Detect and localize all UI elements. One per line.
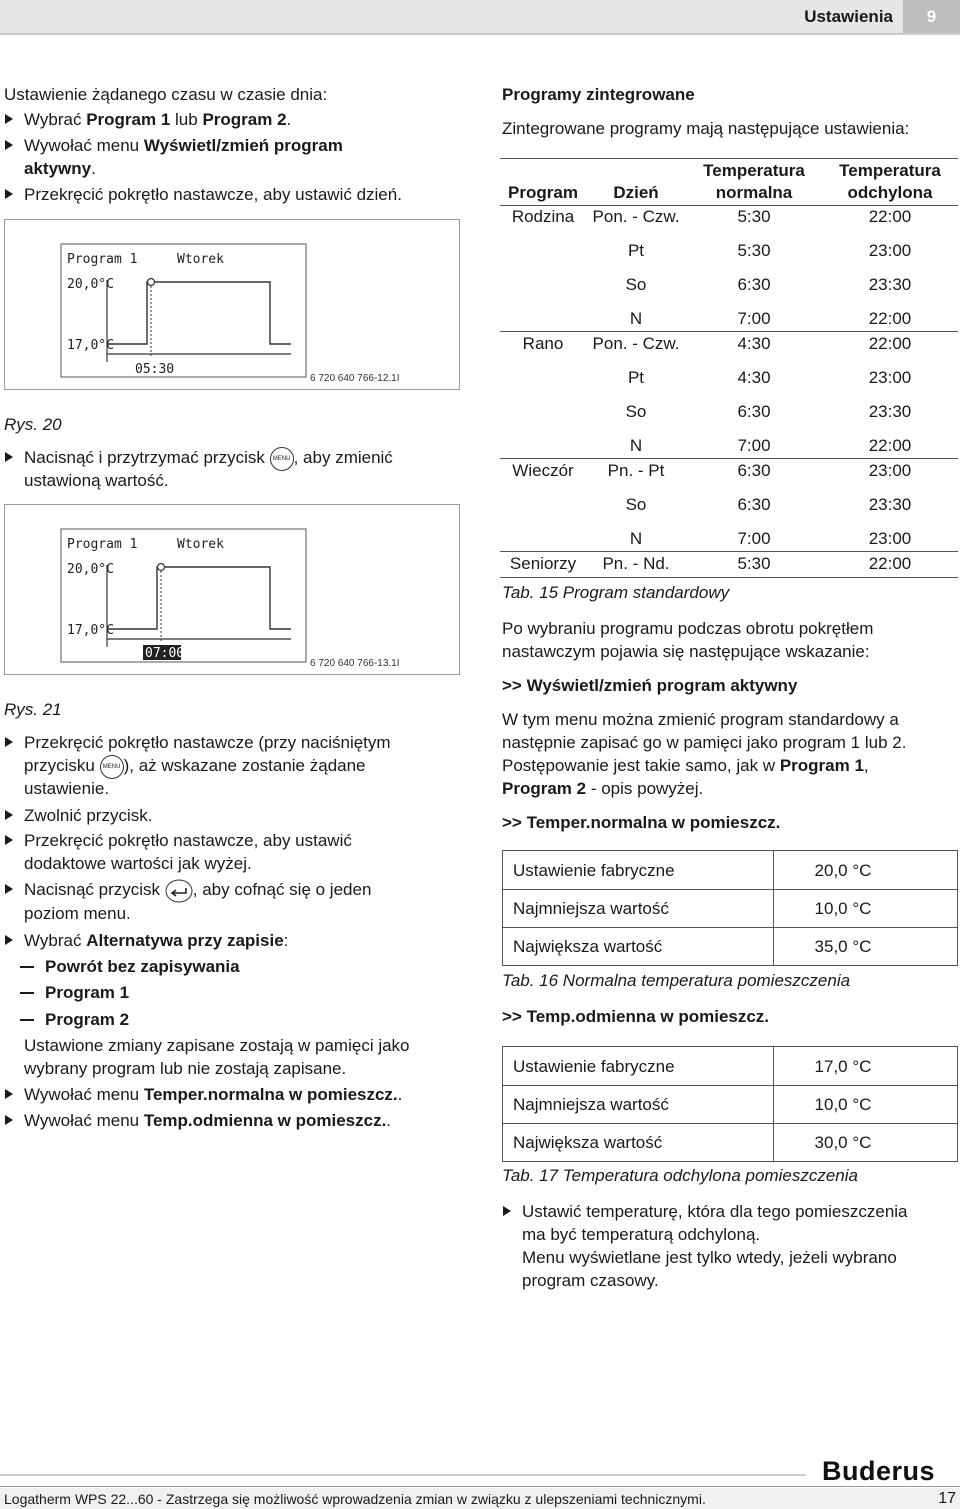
program-chart-21 [5,505,459,674]
step-additional: Przekręcić pokrętło nastawcze, aby ustawić [24,831,352,850]
dash-icon [20,992,34,994]
col-header-deviated: odchylona [847,183,933,202]
back-button-icon [165,879,193,903]
lcd-temp-low: 17,0°C [67,338,114,353]
table-row: Najmniejsza wartość 10,0 °C [513,1095,872,1114]
lcd-time-highlight: 07:00 [145,646,185,661]
step-turn-knob-line2: przycisku MENU ), aż wskazane zostanie żądane [24,754,366,779]
intro-text: Ustawienie żądanego czasu w czasie dnia: [4,85,328,104]
dash-icon [20,966,34,968]
col-header-day: Dzień [613,183,659,202]
option-program-1: Program 1 [45,983,130,1002]
step-choose-save: Wybrać Alternatywa przy zapisie: [24,931,289,950]
menu-button-icon: MENU [100,755,124,779]
menu-desc-line4: Program 2 - opis powyżej. [502,779,704,798]
bullet-icon [5,810,13,820]
lcd-program-label: Program 1 [67,252,138,267]
option-no-save: Powrót bez zapisywania [45,957,240,976]
table-row: Ustawienie fabryczne 20,0 °C [513,861,872,880]
table-row: Największa wartość 35,0 °C [513,937,872,956]
lcd-day-label: Wtorek [177,252,224,267]
normal-temp-table [502,850,958,966]
step-back-line2: poziom menu. [24,904,131,923]
bullet-icon [5,114,13,124]
section-number: 9 [903,0,960,33]
table-row: Najmniejsza wartość 10,0 °C [513,899,872,918]
menu-desc-line2: następnie zapisać go w pamięci jako program 1 lub 2. [502,733,907,752]
footer-text: Logatherm WPS 22...60 - Zastrzega się możliwość wprowadzenia zmian w związku z ulepszeniami technicznymi. [4,1491,706,1507]
col-header-program: Program [508,183,578,202]
lcd-program-label: Program 1 [67,537,138,552]
table-row: N 7:00 22:00 [629,309,912,328]
step-menu-normal: Wywołać menu Temper.normalna w pomieszcz.. [24,1085,403,1104]
lcd-temp-low: 17,0°C [67,623,114,638]
table-caption: Tab. 15 Program standardowy [502,583,730,602]
lcd-temp-high: 20,0°C [67,277,114,292]
table-row: Rodzina Pon. - Czw. 5:30 22:00 [511,207,912,226]
menu-desc-line3: Postępowanie jest takie samo, jak w Program 1, [502,756,869,775]
bullet-icon [5,140,13,150]
step-set-deviated: Ustawić temperaturę, która dla tego pomieszczenia [522,1202,908,1221]
table-row: Pt 5:30 23:00 [627,241,912,260]
table-row: N 7:00 22:00 [629,436,912,455]
bullet-icon [5,737,13,747]
table-caption: Tab. 16 Normalna temperatura pomieszczenia [502,971,851,990]
step-set-deviated-line4: program czasowy. [522,1271,659,1290]
menu-button-icon: MENU [270,447,294,471]
programs-intro: Zintegrowane programy mają następujące ustawienia: [502,119,910,138]
bullet-icon [5,884,13,894]
bullet-icon [5,452,13,462]
menu-heading-deviated: >> Temp.odmienna w pomieszcz. [502,1007,770,1026]
col-header-temp-deviated: Temperatura [839,161,941,180]
table-caption: Tab. 17 Temperatura odchylona pomieszczenia [502,1166,858,1185]
bullet-icon [5,935,13,945]
table-row: So 6:30 23:30 [625,495,912,514]
step-set-deviated-line3: Menu wyświetlane jest tylko wtedy, jeżeli wybrano [522,1248,897,1267]
step-turn-knob-line3: ustawienie. [24,779,110,798]
figure-caption: Rys. 21 [4,700,62,719]
lcd-time: 05:30 [135,362,175,377]
header-divider [0,33,960,35]
lcd-temp-high: 20,0°C [67,562,114,577]
step-back: Nacisnąć przycisk , aby cofnąć się o jeden [24,878,371,903]
save-note-line2: wybrany program lub nie zostają zapisane. [24,1059,347,1078]
figure-caption: Rys. 20 [4,415,62,434]
step-press-hold: Nacisnąć i przytrzymać przycisk MENU , aby zmienić [24,446,393,471]
section-title: Ustawienia [804,7,893,26]
step-set-deviated-line2: ma być temperaturą odchyloną. [522,1225,761,1244]
bullet-icon [5,1089,13,1099]
step-additional-line2: dodaktowe wartości jak wyżej. [24,854,252,873]
figure-code: 6 720 640 766-13.1I [310,658,400,669]
table-row: Największa wartość 30,0 °C [513,1133,872,1152]
step-turn-knob: Przekręcić pokrętło nastawcze (przy naciśniętym [24,733,391,752]
table-row: Pt 4:30 23:00 [627,368,912,387]
page-number: 17 [938,1490,956,1507]
step-press-hold-line2: ustawioną wartość. [24,471,169,490]
step-release: Zwolnić przycisk. [24,806,153,825]
menu-desc: W tym menu można zmienić program standardowy a [502,710,899,729]
step-open-menu: Wywołać menu Wyświetl/zmień program [24,136,343,155]
bullet-icon [503,1206,511,1216]
table-row: Wieczór Pn. - Pt 6:30 23:00 [512,461,912,480]
bullet-icon [5,189,13,199]
selection-note: Po wybraniu programu podczas obrotu pokrętłem [502,619,874,638]
section-heading: Programy zintegrowane [502,85,695,104]
table-row: Seniorzy Pn. - Nd. 5:30 22:00 [509,554,912,573]
bullet-icon [5,1115,13,1125]
menu-heading-active: >> Wyświetl/zmień program aktywny [502,676,798,695]
col-header-normal: normalna [715,183,793,202]
table-row: So 6:30 23:30 [625,275,912,294]
footer-divider [0,1486,960,1487]
brand-logo: Buderus [822,1456,936,1486]
col-header-temp-normal: Temperatura [703,161,805,180]
logo-divider [0,1474,806,1476]
bullet-icon [5,835,13,845]
option-program-2: Program 2 [45,1010,130,1029]
step-set-day: Przekręcić pokrętło nastawcze, aby ustawić dzień. [24,185,402,204]
lcd-day-label: Wtorek [177,537,224,552]
deviated-temp-table [502,1046,958,1162]
table-row: Rano Pon. - Czw. 4:30 22:00 [522,334,912,353]
step-menu-deviated: Wywołać menu Temp.odmienna w pomieszcz.. [24,1111,392,1130]
table-row: So 6:30 23:30 [625,402,912,421]
step-select-program: Wybrać Program 1 lub Program 2. [24,110,292,129]
lcd-figure-20 [4,219,460,390]
menu-heading-normal: >> Temper.normalna w pomieszcz. [502,813,781,832]
figure-code: 6 720 640 766-12.1I [310,373,400,384]
table-row: N 7:00 23:00 [629,529,912,548]
lcd-figure-21 [4,504,460,675]
program-table [500,158,958,578]
step-open-menu-line2: aktywny. [24,159,96,178]
program-chart-20 [5,220,459,389]
selection-note-line2: nastawczym pojawia się następujące wskazanie: [502,642,870,661]
save-note: Ustawione zmiany zapisane zostają w pamięci jako [24,1036,410,1055]
table-row: Ustawienie fabryczne 17,0 °C [513,1057,872,1076]
dash-icon [20,1019,34,1021]
